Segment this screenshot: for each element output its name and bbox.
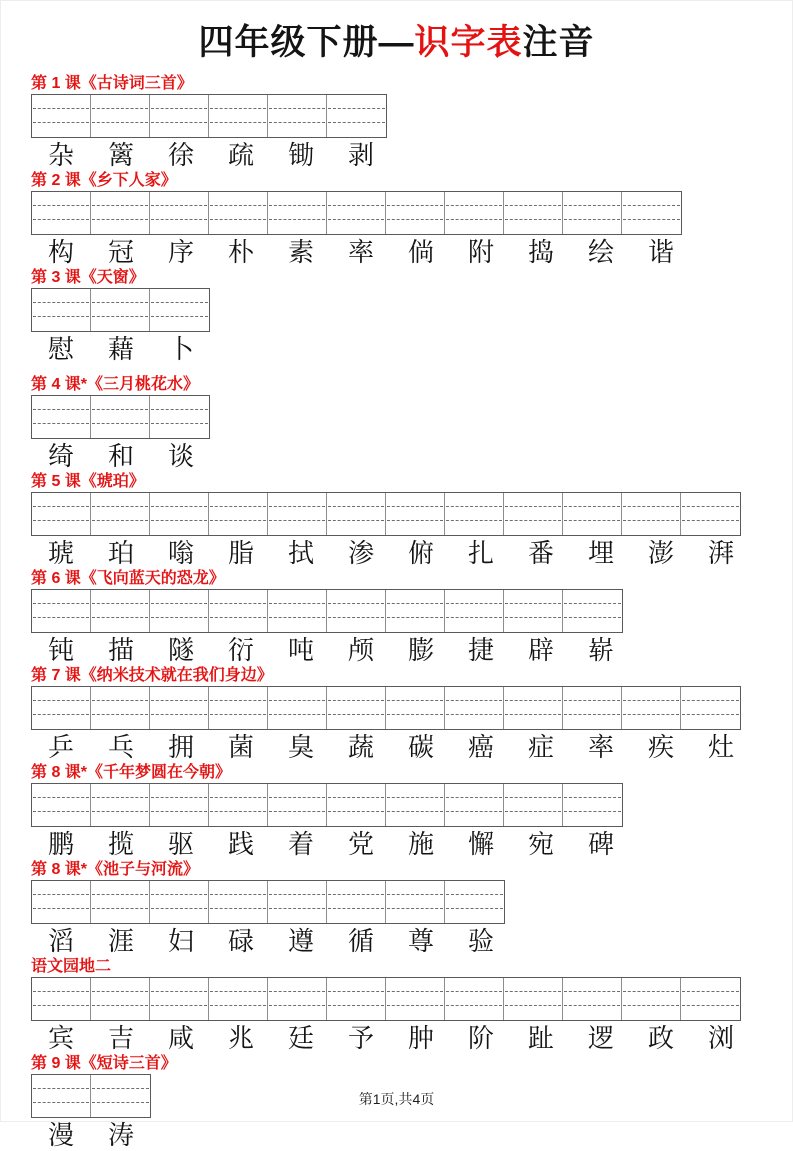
character-cell: 妇 [167,927,194,957]
character-cell: 膨 [407,636,434,666]
pinyin-cell [327,784,386,826]
pinyin-cell [622,978,681,1020]
character-cell: 卜 [167,335,194,365]
character-cell: 杂 [47,141,74,171]
lesson-heading: 第 2 课《乡下人家》 [31,172,177,189]
character-row [31,832,792,859]
pinyin-cell [504,590,563,632]
pinyin-cell [563,784,622,826]
character-cell: 捷 [467,636,494,666]
character-cell: 藉 [107,335,134,365]
pinyin-cell [32,396,91,438]
pinyin-cell [386,784,445,826]
character-cell: 疏 [227,141,254,171]
character-cell: 臭 [287,733,314,763]
character-cell: 颅 [347,636,374,666]
character-cell: 钝 [47,636,74,666]
lesson-section [31,666,792,762]
pinyin-grid-row [31,686,741,730]
pinyin-cell [386,881,445,923]
pinyin-grid-row [31,783,623,827]
character-cell: 漫 [47,1121,74,1151]
character-row [31,929,792,956]
pinyin-cell [268,784,327,826]
title-suffix: 注音 [522,23,595,62]
pinyin-grid-row [31,880,505,924]
pinyin-cell [268,493,327,535]
character-cell: 施 [407,830,434,860]
pinyin-cell [91,192,150,234]
character-cell: 阶 [467,1024,494,1054]
pinyin-cell [386,978,445,1020]
pinyin-cell [268,192,327,234]
character-cell: 率 [347,238,374,268]
pinyin-cell [209,95,268,137]
pinyin-cell [504,784,563,826]
lesson-section [31,171,792,267]
character-cell: 衍 [227,636,254,666]
character-cell: 嗡 [167,539,194,569]
character-cell: 遵 [287,927,314,957]
character-cell: 谐 [647,238,674,268]
character-cell: 政 [647,1024,674,1054]
character-cell: 癌 [467,733,494,763]
character-cell: 碳 [407,733,434,763]
character-cell: 附 [467,238,494,268]
character-cell: 脂 [227,539,254,569]
pinyin-cell [445,784,504,826]
lesson-heading: 第 5 课《琥珀》 [31,473,145,490]
pinyin-cell [150,95,209,137]
pinyin-cell [563,493,622,535]
pinyin-cell [91,978,150,1020]
pinyin-cell [209,590,268,632]
character-cell: 予 [347,1024,374,1054]
pinyin-cell [445,881,504,923]
character-cell: 循 [347,927,374,957]
character-cell: 俯 [407,539,434,569]
character-cell: 懈 [467,830,494,860]
pinyin-cell [386,493,445,535]
character-cell: 辟 [527,636,554,666]
character-cell: 谈 [167,442,194,472]
character-cell: 驱 [167,830,194,860]
lesson-heading: 第 8 课*《千年梦圆在今朝》 [31,764,232,781]
lesson-heading: 第 4 课*《三月桃花水》 [31,376,200,393]
character-row [31,444,792,471]
pinyin-cell [32,493,91,535]
lesson-section [31,763,792,859]
character-cell: 兆 [227,1024,254,1054]
character-cell: 篱 [107,141,134,171]
character-cell: 乒 [47,733,74,763]
pinyin-cell [327,493,386,535]
character-cell: 尊 [407,927,434,957]
character-row [31,1026,792,1053]
character-row [31,337,792,364]
pinyin-cell [563,978,622,1020]
character-cell: 验 [467,927,494,957]
character-row [31,143,792,170]
pinyin-cell [32,192,91,234]
pinyin-cell [268,881,327,923]
lesson-heading: 第 9 课《短诗三首》 [31,1055,177,1072]
character-cell: 拭 [287,539,314,569]
lesson-heading: 第 6 课《飞向蓝天的恐龙》 [31,570,225,587]
pinyin-grid-row [31,94,387,138]
pinyin-cell [327,192,386,234]
character-cell: 渗 [347,539,374,569]
pinyin-cell [150,396,209,438]
pinyin-cell [209,978,268,1020]
character-cell: 鹏 [47,830,74,860]
pinyin-cell [91,784,150,826]
pinyin-cell [445,687,504,729]
character-cell: 冠 [107,238,134,268]
pinyin-cell [681,687,740,729]
pinyin-cell [504,493,563,535]
character-cell: 碑 [587,830,614,860]
character-cell: 灶 [707,733,734,763]
title-prefix: 四年级下册— [198,23,415,62]
character-cell: 咸 [167,1024,194,1054]
lesson-section [31,472,792,568]
pinyin-cell [150,881,209,923]
character-cell: 涯 [107,927,134,957]
character-cell: 捣 [527,238,554,268]
character-cell: 宾 [47,1024,74,1054]
lesson-section [31,569,792,665]
character-cell: 琥 [47,539,74,569]
pinyin-cell [622,493,681,535]
character-cell: 碌 [227,927,254,957]
pinyin-cell [386,590,445,632]
pinyin-cell [386,687,445,729]
pinyin-grid-row [31,589,623,633]
character-cell: 践 [227,830,254,860]
sections-container [31,74,792,1150]
pinyin-cell [209,687,268,729]
character-row [31,638,792,665]
pinyin-cell [32,590,91,632]
character-cell: 扎 [467,539,494,569]
pinyin-cell [445,590,504,632]
character-row [31,1123,792,1150]
character-cell: 吉 [107,1024,134,1054]
pinyin-cell [327,590,386,632]
character-cell: 菌 [227,733,254,763]
character-cell: 湃 [707,539,734,569]
pinyin-cell [91,590,150,632]
character-cell: 绮 [47,442,74,472]
pinyin-cell [32,978,91,1020]
pinyin-cell [150,493,209,535]
pinyin-cell [386,192,445,234]
title-highlight: 识字表 [414,23,523,62]
character-cell: 澎 [647,539,674,569]
pinyin-cell [504,978,563,1020]
pinyin-cell [327,687,386,729]
pinyin-cell [563,192,622,234]
character-cell: 序 [167,238,194,268]
character-row [31,240,792,267]
character-cell: 滔 [47,927,74,957]
pinyin-cell [91,396,150,438]
pinyin-grid-row [31,288,210,332]
character-cell: 肿 [407,1024,434,1054]
pinyin-cell [32,784,91,826]
lesson-section [31,268,792,364]
pinyin-cell [681,493,740,535]
character-cell: 慰 [47,335,74,365]
character-cell: 倘 [407,238,434,268]
character-cell: 朴 [227,238,254,268]
pinyin-cell [91,493,150,535]
pinyin-cell [150,192,209,234]
pinyin-cell [209,881,268,923]
lesson-heading: 第 7 课《纳米技术就在我们身边》 [31,667,273,684]
pinyin-cell [563,687,622,729]
pinyin-cell [327,95,386,137]
pinyin-cell [445,192,504,234]
pinyin-cell [150,784,209,826]
character-row [31,541,792,568]
pinyin-cell [681,978,740,1020]
pinyin-cell [150,687,209,729]
character-cell: 党 [347,830,374,860]
character-cell: 剥 [347,141,374,171]
pinyin-cell [268,590,327,632]
character-cell: 和 [107,442,134,472]
character-cell: 趾 [527,1024,554,1054]
pinyin-grid-row [31,395,210,439]
pinyin-cell [445,978,504,1020]
character-cell: 拥 [167,733,194,763]
pinyin-cell [91,289,150,331]
pinyin-cell [563,590,622,632]
character-cell: 素 [287,238,314,268]
pinyin-cell [268,95,327,137]
character-cell: 揽 [107,830,134,860]
pinyin-cell [32,95,91,137]
character-cell: 症 [527,733,554,763]
character-cell: 埋 [587,539,614,569]
pinyin-cell [209,493,268,535]
pinyin-cell [622,192,681,234]
pinyin-grid-row [31,977,741,1021]
pinyin-cell [445,493,504,535]
pinyin-cell [327,881,386,923]
pinyin-cell [91,881,150,923]
pinyin-cell [504,192,563,234]
character-cell: 浏 [707,1024,734,1054]
character-cell: 着 [287,830,314,860]
character-row [31,735,792,762]
lesson-heading: 第 1 课《古诗词三首》 [31,75,193,92]
pinyin-grid-row [31,492,741,536]
pinyin-cell [32,881,91,923]
pinyin-cell [32,289,91,331]
pinyin-cell [327,978,386,1020]
pinyin-cell [91,687,150,729]
character-cell: 崭 [587,636,614,666]
lesson-section [31,375,792,471]
character-cell: 珀 [107,539,134,569]
lesson-section [31,957,792,1053]
lesson-heading: 第 3 课《天窗》 [31,269,145,286]
page-number: 第1页,共4页 [358,1091,435,1107]
pinyin-cell [209,192,268,234]
character-cell: 乓 [107,733,134,763]
pinyin-cell [150,590,209,632]
pinyin-cell [268,978,327,1020]
character-cell: 构 [47,238,74,268]
character-cell: 锄 [287,141,314,171]
character-cell: 徐 [167,141,194,171]
pinyin-cell [268,687,327,729]
lesson-section [31,860,792,956]
pinyin-cell [150,289,209,331]
pinyin-cell [504,687,563,729]
character-cell: 逻 [587,1024,614,1054]
lesson-section [31,74,792,170]
page-title [1,15,792,65]
lesson-heading: 第 8 课*《池子与河流》 [31,861,200,878]
character-cell: 蔬 [347,733,374,763]
character-cell: 吨 [287,636,314,666]
character-cell: 描 [107,636,134,666]
pinyin-cell [209,784,268,826]
character-cell: 绘 [587,238,614,268]
character-cell: 番 [527,539,554,569]
character-cell: 隧 [167,636,194,666]
character-cell: 廷 [287,1024,314,1054]
pinyin-cell [32,687,91,729]
pinyin-grid-row [31,191,682,235]
character-cell: 疾 [647,733,674,763]
character-cell: 率 [587,733,614,763]
character-cell: 涛 [107,1121,134,1151]
pinyin-cell [622,687,681,729]
character-cell: 宛 [527,830,554,860]
pinyin-cell [150,978,209,1020]
lesson-heading: 语文园地二 [31,958,112,975]
pinyin-cell [91,95,150,137]
